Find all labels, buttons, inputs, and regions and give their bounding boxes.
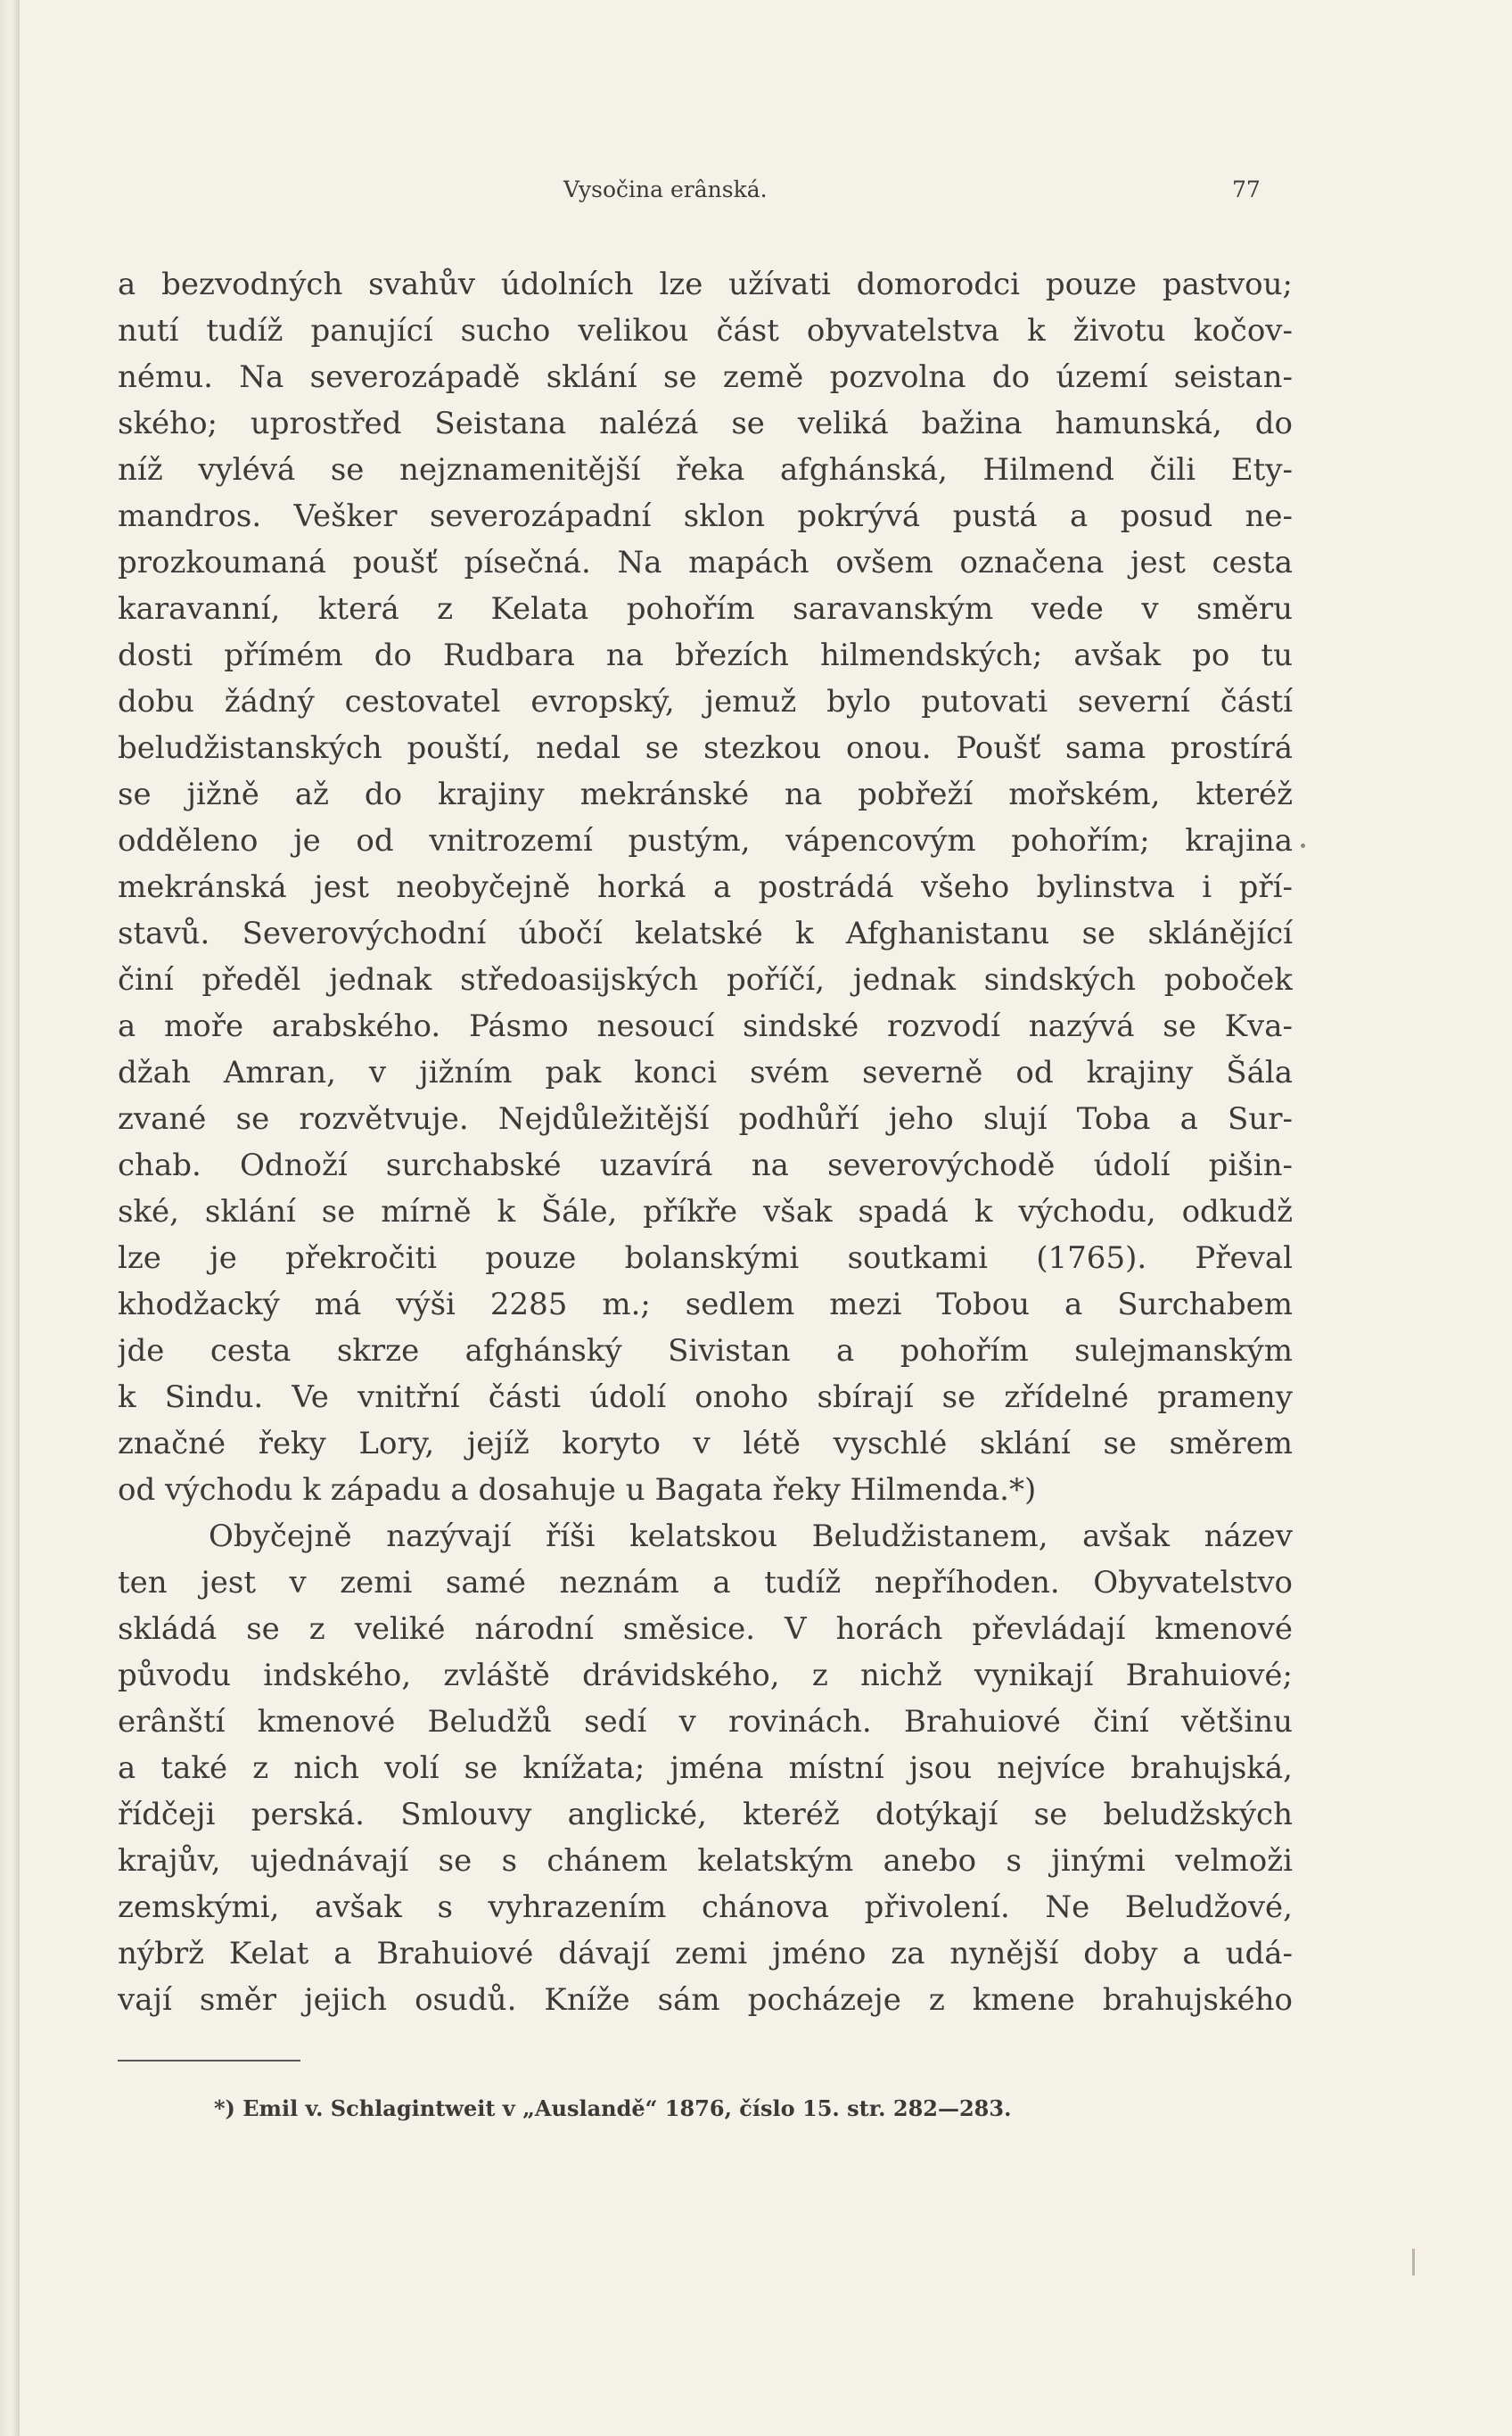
text-line: a bezvodných svahův údolních lze užívati domorodci pouze pastvou; <box>118 267 1293 302</box>
text-line: a také z nich volí se knížata; jména místní jsou nejvíce brahujská, <box>118 1750 1293 1786</box>
text-line: značné řeky Lory, jejíž koryto v létě vyschlé sklání se směrem <box>118 1426 1293 1461</box>
text-line: dobu žádný cestovatel evropský, jemuž bylo putovati severní částí <box>118 684 1293 720</box>
margin-speck <box>1301 844 1305 848</box>
text-line: nýbrž Kelat a Brahuiové dávají zemi jméno za nynější doby a udá- <box>118 1936 1293 1971</box>
text-line: ské, sklání se mírně k Šále, příkře však spadá k východu, odkudž <box>118 1194 1293 1230</box>
text-line: ten jest v zemi samé neznám a tudíž nepříhoden. Obyvatelstvo <box>118 1565 1293 1601</box>
text-line: vají směr jejich osudů. Kníže sám pocházeje z kmene brahujského <box>118 1982 1293 2018</box>
text-line: jde cesta skrze afghánský Sivistan a pohořím sulejmanským <box>118 1333 1293 1369</box>
text-line: chab. Odnoží surchabské uzavírá na severovýchodě údolí pišin- <box>118 1148 1293 1183</box>
running-title: Vysočina erânská. <box>563 177 768 202</box>
running-header <box>20 177 1512 212</box>
text-line: se jižně až do krajiny mekránské na pobřeží mořském, kteréž <box>118 777 1293 812</box>
page-gutter <box>0 0 20 2436</box>
text-line: činí předěl jednak středoasijských poříčí, jednak sindských poboček <box>118 962 1293 998</box>
text-line: k Sindu. Ve vnitřní části údolí onoho sbírají se zřídelné prameny <box>118 1379 1293 1415</box>
text-line: erânští kmenové Beludžů sedí v rovinách. Brahuiové činí většinu <box>118 1704 1293 1740</box>
body-text <box>118 261 1293 2023</box>
text-line: původu indského, zvláště drávidského, z nichž vynikají Brahuiové; <box>118 1658 1293 1693</box>
text-line: khodžacký má výši 2285 m.; sedlem mezi Tobou a Surchabem <box>118 1287 1293 1322</box>
text-line: stavů. Severovýchodní úbočí kelatské k Afghanistanu se sklánějící <box>118 916 1293 951</box>
text-line: beludžistanských pouští, nedal se stezkou onou. Poušť sama prostírá <box>118 730 1293 766</box>
text-line: skládá se z veliké národní směsice. V horách převládají kmenové <box>118 1611 1293 1647</box>
text-line: Obyčejně nazývají říši kelatskou Beludžistanem, avšak název <box>209 1518 1293 1554</box>
text-line: dosti přímém do Rudbara na březích hilmendských; avšak po tu <box>118 638 1293 673</box>
text-line: džah Amran, v jižním pak konci svém severně od krajiny Šála <box>118 1055 1293 1090</box>
text-line: níž vylévá se nejznamenitější řeka afghánská, Hilmend čili Ety- <box>118 452 1293 488</box>
text-line: řídčeji perská. Smlouvy anglické, kteréž dotýkají se beludžských <box>118 1797 1293 1832</box>
text-line: krajův, ujednávají se s chánem kelatským anebo s jinými velmoži <box>118 1843 1293 1879</box>
footnote: *) Emil v. Schlagintweit v „Auslandě“ 1876, číslo 15. str. 282—283. <box>214 2095 1012 2121</box>
margin-mark <box>1412 2249 1415 2276</box>
text-line: nému. Na severozápadě sklání se země pozvolna do území seistan- <box>118 359 1293 395</box>
text-line: karavanní, která z Kelata pohořím saravanským vede v směru <box>118 591 1293 627</box>
book-page <box>20 0 1512 2436</box>
footnote-rule <box>118 2060 300 2062</box>
text-line: odděleno je od vnitrozemí pustým, vápencovým pohořím; krajina <box>118 823 1293 859</box>
text-line: zvané se rozvětvuje. Nejdůležitější podhůří jeho slují Toba a Sur- <box>118 1101 1293 1137</box>
text-line: mandros. Vešker severozápadní sklon pokrývá pustá a posud ne- <box>118 498 1293 534</box>
text-line: mekránská jest neobyčejně horká a postrádá všeho bylinstva i pří- <box>118 869 1293 905</box>
page-number: 77 <box>1232 177 1261 202</box>
text-line: lze je překročiti pouze bolanskými soutkami (1765). Převal <box>118 1240 1293 1276</box>
text-line: prozkoumaná poušť písečná. Na mapách ovšem označena jest cesta <box>118 545 1293 580</box>
text-line: od východu k západu a dosahuje u Bagata řeky Hilmenda.*) <box>118 1472 1037 1508</box>
text-line: ského; uprostřed Seistana nalézá se veliká bažina hamunská, do <box>118 406 1293 441</box>
text-line: nutí tudíž panující sucho velikou část obyvatelstva k životu kočov- <box>118 313 1293 349</box>
text-line: zemskými, avšak s vyhrazením chánova přivolení. Ne Beludžové, <box>118 1889 1293 1925</box>
text-line: a moře arabského. Pásmo nesoucí sindské rozvodí nazývá se Kva- <box>118 1008 1293 1044</box>
